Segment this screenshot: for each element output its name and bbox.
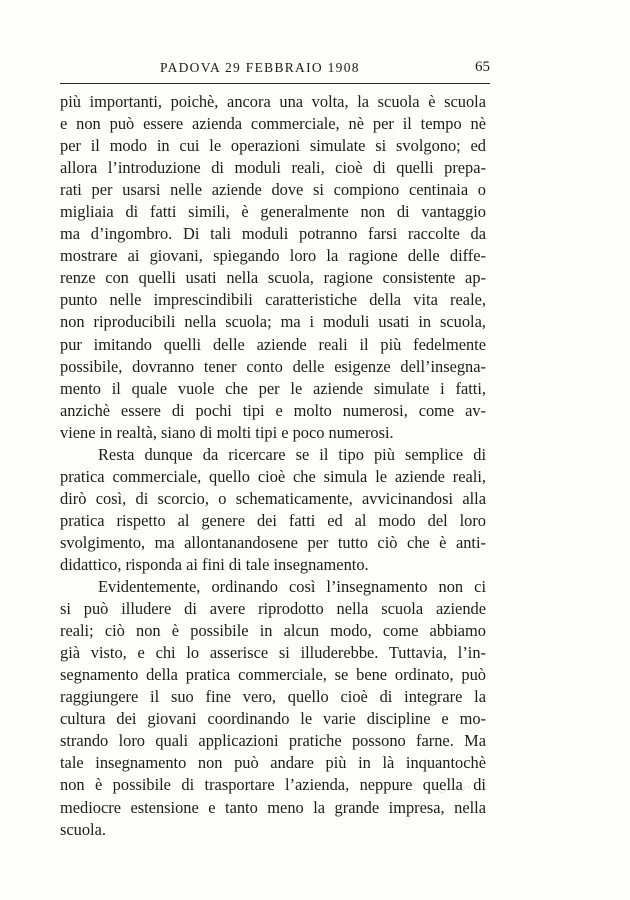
running-title: PADOVA 29 FEBBRAIO 1908 xyxy=(160,60,360,75)
page-number: 65 xyxy=(475,59,490,75)
body-text xyxy=(60,91,486,841)
text-line: migliaia di fatti simili, è generalmente non di vantaggio xyxy=(60,202,486,222)
text-line: Resta dunque da ricercare se il tipo più semplice di xyxy=(98,444,486,464)
text-line: per il modo in cui le operazioni simulate si svolgono; ed xyxy=(60,136,486,156)
text-line: mento il quale vuole che per le aziende simulate i fatti, xyxy=(60,378,486,398)
text-line: pratica commerciale, quello cioè che simula le aziende reali, xyxy=(60,466,486,486)
text-line: già visto, e chi lo asserisce si illuderebbe. Tuttavia, l’in- xyxy=(60,643,486,663)
text-line: rati per usarsi nelle aziende dove si compiono centinaia o xyxy=(60,180,486,200)
text-line: strando loro quali applicazioni pratiche possono farne. Ma xyxy=(60,731,486,751)
text-line: viene in realtà, siano di molti tipi e poco numerosi. xyxy=(60,422,394,442)
text-line: allora l’introduzione di moduli reali, cioè di quelli prepa- xyxy=(60,158,486,178)
text-line: mediocre estensione e tanto meno la grande impresa, nella xyxy=(60,797,486,817)
text-line: reali; ciò non è possibile in alcun modo, come abbiamo xyxy=(60,621,486,641)
page-header xyxy=(60,60,490,82)
text-line: possibile, dovranno tener conto delle esigenze dell’insegna- xyxy=(60,356,486,376)
text-line: tale insegnamento non può andare più in là inquantochè xyxy=(60,753,486,773)
bleed-through-specks xyxy=(380,782,490,794)
text-line: pratica rispetto al genere dei fatti ed al modo del loro xyxy=(60,510,486,530)
text-line: pur imitando quelli delle aziende reali il più fedelmente xyxy=(60,334,486,354)
text-line: Evidentemente, ordinando così l’insegnamento non ci xyxy=(98,577,486,597)
text-line: cultura dei giovani coordinando le varie discipline e mo- xyxy=(60,709,486,729)
text-line: più importanti, poichè, ancora una volta, la scuola è scuola xyxy=(60,92,486,111)
text-line: si può illudere di avere riprodotto nella scuola aziende xyxy=(60,599,486,619)
text-line: non riproducibili nella scuola; ma i moduli usati in scuola, xyxy=(60,312,486,332)
text-line: dirò così, di scorcio, o schematicamente, avvicinandosi alla xyxy=(60,488,486,508)
text-line: mostrare ai giovani, spiegando loro la ragione delle diffe- xyxy=(60,246,486,266)
text-line: e non può essere azienda commerciale, nè per il tempo nè xyxy=(60,114,486,134)
text-line: scuola. xyxy=(60,819,106,839)
text-line: non è possibile di trasportare l’azienda, neppure quella di xyxy=(60,775,486,795)
text-line: didattico, risponda ai fini di tale insegnamento. xyxy=(60,554,369,574)
text-line: segnamento della pratica commerciale, se bene ordinato, può xyxy=(60,665,486,685)
text-line: ma d’ingombro. Di tali moduli potranno farsi raccolte da xyxy=(60,224,486,244)
text-line: punto nelle imprescindibili caratteristiche della vita reale, xyxy=(60,290,486,310)
text-line: anzichè essere di pochi tipi e molto numerosi, come av- xyxy=(60,400,486,420)
text-line: renze con quelli usati nella scuola, ragione consistente ap- xyxy=(60,268,486,288)
header-rule xyxy=(60,83,490,84)
text-line: raggiungere il suo fine vero, quello cioè di integrare la xyxy=(60,687,486,707)
text-line: svolgimento, ma allontanandosene per tutto ciò che è anti- xyxy=(60,532,486,552)
